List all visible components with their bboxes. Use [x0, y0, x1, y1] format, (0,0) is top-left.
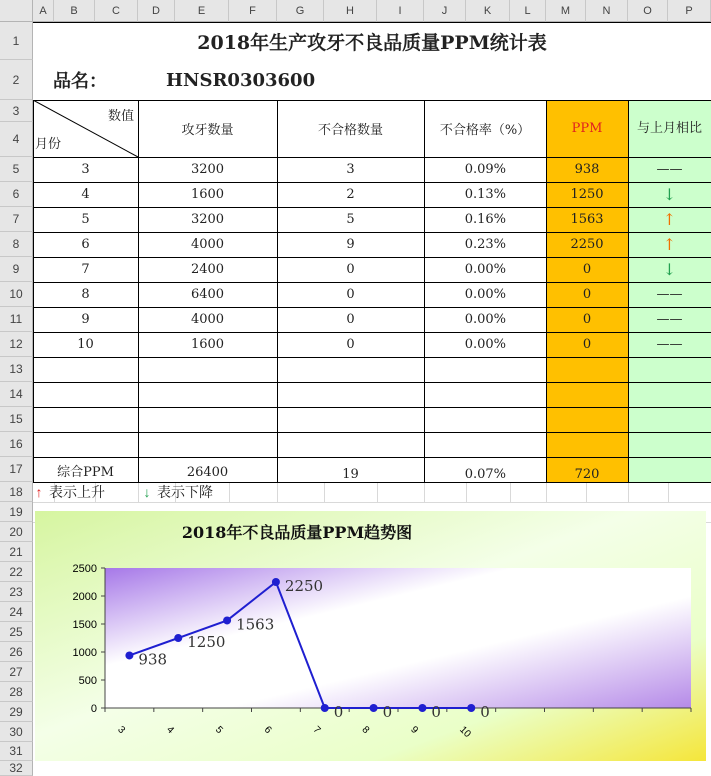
row-header-6[interactable]: 6 [0, 182, 33, 207]
total-rate[interactable]: 0.07% [464, 467, 506, 482]
row-header-3[interactable]: 3 [0, 100, 33, 122]
row-header-8[interactable]: 8 [0, 232, 33, 257]
header-diag-bottom[interactable]: 月份 [35, 137, 62, 152]
data-label: 938 [138, 650, 168, 669]
x-tick-label: 5 [212, 724, 225, 737]
cell-month[interactable]: 8 [81, 287, 90, 302]
product-label[interactable]: 品名： [53, 71, 107, 92]
x-tick-label: 4 [164, 724, 176, 737]
header-defect[interactable]: 不合格数量 [317, 123, 383, 138]
cell-defect[interactable]: 9 [346, 237, 355, 252]
cell-rate[interactable]: 0.13% [464, 187, 506, 202]
cell-month[interactable]: 10 [77, 337, 94, 352]
product-value[interactable]: HNSR0303600 [166, 69, 316, 91]
cell-compare-up-arrow[interactable]: ↑ [662, 210, 677, 229]
row-header-10[interactable]: 10 [0, 282, 33, 307]
column-header-a[interactable]: A [33, 0, 54, 22]
cell-defect[interactable]: 5 [346, 212, 355, 227]
cell-compare-down-arrow[interactable]: ↓ [662, 185, 677, 204]
cell-ppm[interactable]: 938 [574, 162, 600, 177]
data-point[interactable] [125, 651, 133, 659]
row-header-16[interactable]: 16 [0, 432, 33, 457]
cell-defect[interactable]: 2 [346, 187, 355, 202]
row-header-9[interactable]: 9 [0, 257, 33, 282]
row-header-4[interactable]: 4 [0, 122, 33, 157]
data-label: 0 [431, 703, 441, 721]
header-ppm[interactable]: PPM [571, 121, 603, 136]
cell-ppm[interactable]: 0 [582, 287, 592, 302]
cell-ppm[interactable]: 2250 [570, 237, 604, 252]
column-header-l[interactable]: L [510, 0, 546, 22]
row-header-18[interactable]: 18 [0, 482, 33, 502]
x-tick-label: 7 [310, 724, 323, 737]
cell-qty[interactable]: 1600 [190, 337, 225, 352]
cell-defect[interactable]: 3 [346, 162, 355, 177]
cell-rate[interactable]: 0.00% [464, 337, 506, 352]
y-tick-label: 1500 [72, 619, 97, 631]
cell-month[interactable]: 5 [81, 212, 90, 227]
column-header-f[interactable]: F [229, 0, 277, 22]
cell-qty[interactable]: 2400 [190, 262, 225, 277]
column-header-i[interactable]: I [377, 0, 424, 22]
legend-down-text[interactable]: 表示下降 [157, 484, 213, 500]
x-tick-label: 6 [261, 724, 274, 737]
total-label[interactable]: 综合PPM [57, 465, 114, 480]
cell-compare-dash[interactable]: —— [656, 337, 683, 352]
data-label: 0 [382, 703, 393, 721]
y-tick-label: 2500 [72, 563, 97, 575]
ppm-trend-chart[interactable] [35, 511, 706, 761]
total-ppm[interactable]: 720 [574, 467, 600, 482]
cell-compare-dash[interactable]: —— [656, 162, 683, 177]
row-header-31[interactable]: 31 [0, 742, 33, 761]
data-label: 0 [480, 703, 490, 721]
row-header-17[interactable]: 17 [0, 457, 33, 482]
legend-up-text[interactable]: 表示上升 [49, 484, 105, 500]
cell-qty[interactable]: 3200 [190, 162, 225, 177]
row-header-20[interactable]: 20 [0, 522, 33, 542]
cell-rate[interactable]: 0.00% [464, 312, 506, 327]
column-header-j[interactable]: J [424, 0, 466, 22]
cell-ppm[interactable]: 0 [582, 262, 592, 277]
column-header-o[interactable]: O [628, 0, 668, 22]
column-header-k[interactable]: K [466, 0, 510, 22]
row-header-24[interactable]: 24 [0, 602, 33, 622]
row-header-25[interactable]: 25 [0, 622, 33, 642]
header-diag-top[interactable]: 数值 [107, 108, 134, 124]
cell-defect[interactable]: 0 [346, 287, 355, 302]
row-header-7[interactable]: 7 [0, 207, 33, 232]
cell-month[interactable]: 7 [81, 262, 90, 277]
row-header-15[interactable]: 15 [0, 407, 33, 432]
total-qty[interactable]: 26400 [186, 465, 229, 480]
data-point[interactable] [272, 578, 280, 586]
x-tick-label: 10 [457, 724, 473, 740]
row-header-26[interactable]: 26 [0, 642, 33, 662]
cell-rate[interactable]: 0.00% [464, 287, 506, 302]
column-header-h[interactable]: H [324, 0, 377, 22]
x-tick-label: 3 [115, 724, 128, 737]
header-rate[interactable]: 不合格率（%） [439, 123, 531, 138]
cell-defect[interactable]: 0 [346, 312, 355, 327]
column-header-e[interactable]: E [175, 0, 229, 22]
cell-defect[interactable]: 0 [346, 262, 355, 277]
cell-defect[interactable]: 0 [346, 337, 355, 352]
column-header-d[interactable]: D [138, 0, 175, 22]
cell-ppm[interactable]: 0 [582, 337, 592, 352]
data-point[interactable] [467, 704, 475, 712]
row-header-30[interactable]: 30 [0, 722, 33, 742]
row-header-1[interactable]: 1 [0, 22, 33, 60]
cell-qty[interactable]: 6400 [190, 287, 225, 302]
row-header-13[interactable]: 13 [0, 357, 33, 382]
cell-rate[interactable]: 0.00% [464, 262, 506, 277]
cell-month[interactable]: 9 [81, 312, 90, 327]
row-header-5[interactable]: 5 [0, 157, 33, 182]
data-label: 0 [333, 703, 344, 721]
y-tick-label: 1000 [72, 647, 97, 659]
column-header-b[interactable]: B [54, 0, 95, 22]
cell-qty[interactable]: 1600 [190, 187, 225, 202]
chart-title: 2018年不良品质量PPM趋势图 [181, 523, 413, 542]
legend-down-arrow[interactable]: ↓ [143, 484, 151, 500]
row-header-19[interactable]: 19 [0, 502, 33, 522]
row-header-14[interactable]: 14 [0, 382, 33, 407]
cell-compare-dash[interactable]: —— [656, 312, 683, 327]
cell-month[interactable]: 3 [81, 162, 90, 177]
header-compare[interactable]: 与上月相比 [636, 120, 702, 136]
row-header-23[interactable]: 23 [0, 582, 33, 602]
cell-rate[interactable]: 0.23% [464, 237, 506, 252]
cell-qty[interactable]: 4000 [190, 237, 225, 252]
data-label: 1250 [187, 633, 226, 651]
row-header-27[interactable]: 27 [0, 662, 33, 682]
x-tick-label: 9 [408, 724, 421, 737]
x-tick-label: 8 [359, 724, 372, 737]
column-header-p[interactable]: P [668, 0, 711, 22]
row-header-29[interactable]: 29 [0, 702, 33, 722]
total-defect[interactable]: 19 [342, 467, 359, 482]
data-point[interactable] [223, 616, 231, 624]
cell-rate[interactable]: 0.09% [464, 162, 506, 177]
row-header-28[interactable]: 28 [0, 682, 33, 702]
y-tick-label: 2000 [72, 591, 97, 603]
column-header-c[interactable]: C [95, 0, 138, 22]
column-header-m[interactable]: M [546, 0, 586, 22]
cell-compare-down-arrow[interactable]: ↓ [662, 260, 677, 279]
y-tick-label: 0 [90, 703, 97, 715]
cell-compare-up-arrow[interactable]: ↑ [662, 235, 677, 254]
cell-ppm[interactable]: 0 [582, 312, 592, 327]
column-header-n[interactable]: N [586, 0, 628, 22]
cell-month[interactable]: 4 [81, 187, 90, 202]
y-tick-label: 500 [78, 675, 97, 687]
cell-month[interactable]: 6 [81, 237, 90, 252]
data-point[interactable] [370, 704, 378, 712]
header-qty[interactable]: 攻牙数量 [181, 123, 234, 138]
cell-compare-dash[interactable]: —— [656, 287, 683, 302]
column-header-g[interactable]: G [277, 0, 324, 22]
row-header-32[interactable]: 32 [0, 761, 33, 776]
data-label: 2250 [284, 577, 324, 595]
data-label: 1563 [236, 615, 275, 634]
cell-ppm[interactable]: 1563 [570, 212, 604, 227]
row-header-21[interactable]: 21 [0, 542, 33, 562]
cell-qty[interactable]: 3200 [190, 212, 225, 227]
data-point[interactable] [418, 704, 426, 712]
row-header-12[interactable]: 12 [0, 332, 33, 357]
sheet-title[interactable]: 2018年生产攻牙不良品质量PPM统计表 [197, 31, 547, 54]
select-all-corner[interactable] [0, 0, 33, 22]
cell-ppm[interactable]: 1250 [570, 187, 604, 202]
row-header-22[interactable]: 22 [0, 562, 33, 582]
data-point[interactable] [174, 634, 182, 642]
legend-up-arrow[interactable]: ↑ [35, 484, 43, 500]
cell-rate[interactable]: 0.16% [464, 212, 506, 227]
row-header-11[interactable]: 11 [0, 307, 33, 332]
cell-qty[interactable]: 4000 [190, 312, 225, 327]
row-header-2[interactable]: 2 [0, 60, 33, 100]
data-point[interactable] [321, 704, 329, 712]
